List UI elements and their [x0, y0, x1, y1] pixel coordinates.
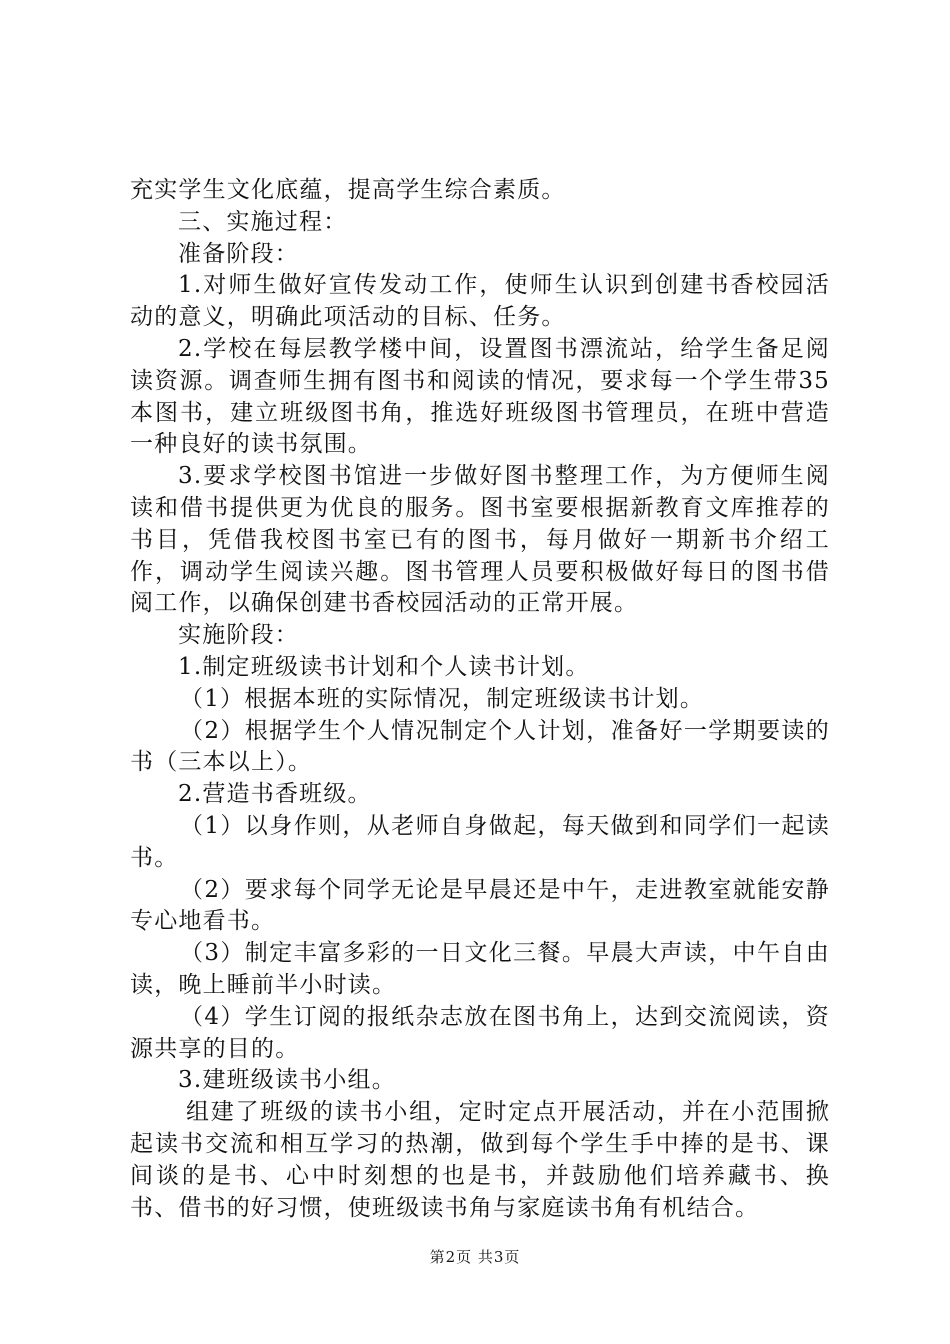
- page-footer: [0, 1246, 950, 1267]
- paragraph: （1）根据本班的实际情况，制定班级读书计划。: [180, 685, 705, 712]
- paragraph: 3.要求学校图书馆进一步做好图书整理工作，为方便师生阅读和借书提供更为优良的服务。图书室要根据新教育文库推荐的书目，凭借我校图书室已有的图书，每月做好一期新书介绍工作，调动学生阅读兴趣。图书管理人员要积极做好每日的图书借阅工作，以确保创建书香校园活动的正常开展。: [130, 463, 830, 617]
- paragraph: 1.对师生做好宣传发动工作，使师生认识到创建书香校园活动的意义，明确此项活动的目标、任务。: [130, 272, 830, 331]
- document-body: [130, 175, 830, 1224]
- paragraph: （2）要求每个同学无论是早晨还是中午，走进教室就能安静专心地看书。: [130, 876, 830, 935]
- paragraph: 2.营造书香班级。: [178, 781, 372, 808]
- page-number: 第2页 共3页: [429, 1248, 521, 1266]
- stage-heading: 准备阶段：: [178, 240, 299, 267]
- paragraph: （3）制定丰富多彩的一日文化三餐。早晨大声读，中午自由读，晚上睡前半小时读。: [130, 940, 830, 998]
- paragraph: 2.学校在每层教学楼中间，设置图书漂流站，给学生备足阅读资源。调查师生拥有图书和阅读的情况，要求每一个学生带35本图书，建立班级图书角，推选好班级图书管理员，在班中营造一种良好的读书氛围。: [130, 335, 830, 458]
- paragraph: 组建了班级的读书小组，定时定点开展活动，并在小范围掀起读书交流和相互学习的热潮，做到每个学生手中捧的是书、课间谈的是书、心中时刻想的也是书，并鼓励他们培养藏书、换书、借书的好习惯，使班级读书角与家庭读书角有机结合。: [130, 1099, 830, 1221]
- paragraph: （4）学生订阅的报纸杂志放在图书角上，达到交流阅读，资源共享的目的。: [130, 1003, 830, 1062]
- paragraph: （1）以身作则，从老师自身做起，每天做到和同学们一起读书。: [130, 812, 830, 871]
- stage-heading: 实施阶段：: [178, 622, 299, 649]
- section-heading: 三、实施过程：: [178, 208, 348, 235]
- paragraph: 充实学生文化底蕴，提高学生综合素质。: [130, 177, 566, 203]
- paragraph: 1.制定班级读书计划和个人读书计划。: [178, 653, 590, 680]
- paragraph: （2）根据学生个人情况制定个人计划，准备好一学期要读的书（三本以上）。: [130, 717, 830, 776]
- paragraph: 3.建班级读书小组。: [178, 1067, 396, 1094]
